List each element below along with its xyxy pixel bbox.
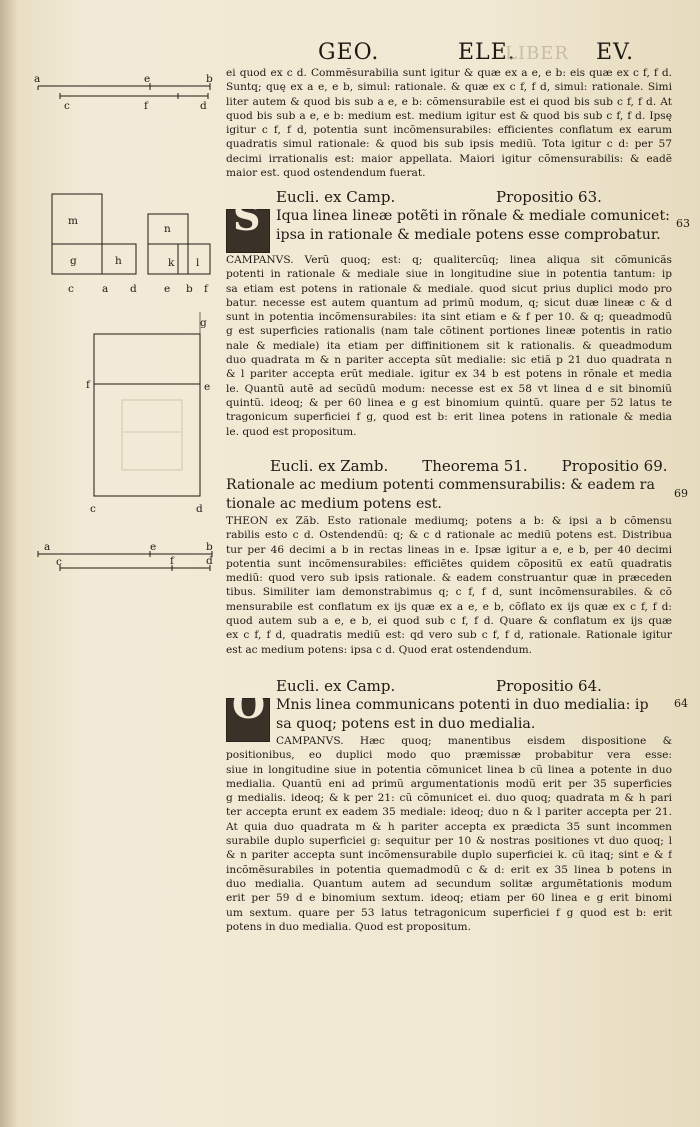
- fig3-label-g: g: [200, 317, 207, 329]
- text-line: tibus. Similiter iam demonstrabimus q; c f, f d, sunt incõmensurabiles. & cõ: [226, 586, 672, 599]
- heading-source: Eucli. ex Camp.: [276, 188, 396, 206]
- text-line: tragonicum superficiei f g, quod est b: erit linea potens in rationale & media: [226, 411, 672, 424]
- figure-lines-2: [30, 540, 220, 582]
- section-heading: [226, 456, 672, 476]
- text-line: positionibus, eo duplici modo quo præmissæ probabitur vera esse:: [226, 749, 672, 762]
- heading-prop-label: Propositio 69.: [561, 457, 668, 475]
- prop-line: Mnis linea communicans potenti in duo medialia: ip: [276, 697, 649, 713]
- text-line: quadratis simul rationale: & quod bis sub ipsis mediũ. Tota igitur c d: per 57: [226, 138, 672, 151]
- fig2-label-k: k: [168, 257, 175, 269]
- text-line: batur. necesse est autem quantum ad primũ modum, q; sicut duæ lineæ c & d: [226, 296, 672, 309]
- header-bleed: LIBER: [505, 43, 569, 64]
- text-line: siue in longitudine siue in potentia cõmunicet linea b cũ linea a potente in duo: [226, 763, 672, 776]
- text-line: ter accepta erunt ex eadem 35 mediale: ideoq; duo n & l pariter accepta per 21.: [226, 806, 672, 819]
- text-line: incõmẽsurabiles in potentia quemadmodũ c & d: erit ex 35 linea b potens in: [226, 863, 672, 876]
- text-line: igitur c f, f d, potentia sunt incõmensurabiles: efficientes conflatum ex earum: [226, 124, 672, 137]
- figure-squares: [46, 188, 226, 298]
- text-line: quintũ. ideoq; & per 60 linea e g est binomium quintũ. quare per 52 latus te: [226, 396, 672, 409]
- header-right: EV.: [596, 40, 635, 65]
- text-line: At quia duo quadrata m & h pariter accepta ex prædicta 35 sunt incommen: [226, 820, 672, 833]
- prop-line: Iqua linea lineæ potẽti in rõnale & mediale comunicet:: [276, 208, 670, 224]
- fig2-below-f: f: [204, 283, 208, 295]
- fig2-label-g: g: [70, 255, 77, 267]
- text-line: potentia sunt incõmensurabiles: efficiẽtes quidem cõpositũ ex eatũ quadratis: [226, 557, 672, 570]
- header-left: GEO.: [318, 40, 380, 65]
- text-line: g est superficies rationalis (nam tale cõtinent portiones lineæ potentis in ratio: [226, 325, 672, 338]
- figure-rectangle: [82, 312, 222, 522]
- fig1-label-c: c: [64, 100, 70, 112]
- section-heading: [226, 676, 672, 696]
- fig4-label-a: a: [44, 541, 51, 553]
- text-line: & l pariter accepta erũt mediale. igitur ex 34 b est potens in rõnale et media: [226, 368, 672, 381]
- prop-line: Rationale ac medium potenti commensurabilis: & eadem ra: [226, 477, 655, 493]
- text-line: Suntq; quę ex a e, e b, simul: rationale. & quæ ex c f, f d, simul: rationale. Simi: [226, 81, 672, 94]
- text-line: potenti in rationale & mediale siue in longitudine siue in potentia tantum: ip: [226, 268, 672, 281]
- decorated-initial: O: [226, 698, 270, 742]
- text-line: quod bis sub a e, e b: medium est. medium igitur est & quod bis sub c f, f d. Ipsę: [226, 109, 672, 122]
- section-prop-63: [226, 187, 672, 439]
- fig3-label-c: c: [90, 503, 96, 515]
- fig2-below-c: c: [68, 283, 74, 295]
- text-line: maior est. quod ostendendum fuerat.: [226, 167, 426, 180]
- text-line: ei quod ex c d. Commẽsurabilia sunt igitur & quæ ex a e, e b: eis quæ ex c f, f d.: [226, 67, 672, 79]
- text-line: CAMPANVS. Hæc quoq; manentibus eisdem dispositione &: [276, 735, 672, 747]
- text-line: ex c f, f d, quadratis mediũ est: qd vero sub c f, f d, rationale. Rationale igitur: [226, 629, 672, 642]
- fig4-label-c: c: [56, 556, 62, 568]
- text-line: le. quod est propositum.: [226, 425, 357, 438]
- text-line: duo medialia. Quantum autem ad secundum solitæ argumẽtationis modum: [226, 877, 672, 890]
- text-line: medialia. Quantũ eni ad primũ argumentationis modũ erit per 35 superficies: [226, 777, 672, 790]
- prop-line: ipsa in rationale & mediale potens esse comprobatur.: [276, 227, 661, 243]
- fig4-label-e: e: [150, 541, 157, 553]
- margin-number-64: 64: [674, 697, 688, 710]
- heading-source: Eucli. ex Camp.: [276, 677, 396, 695]
- text-line: decimi irrationalis est: maior appellata. Maiori igitur cõmensurabilis: & eadẽ: [226, 152, 672, 165]
- fig3-label-f: f: [86, 379, 90, 391]
- text-line: g medialis. ideoq; & k per 21: cũ cõmunicet ei. duo quoq; quadrata m & h pari: [226, 792, 672, 805]
- fig2-below-d: d: [130, 283, 137, 295]
- fig2-label-h: h: [115, 255, 122, 267]
- header-center: ELE.: [458, 40, 516, 65]
- fig1-label-a: a: [34, 73, 41, 85]
- text-line: & n pariter accepta sunt incõmensurabile duplo superficiei k. cũ itaq; sint e & f: [226, 849, 672, 862]
- heading-prop-label: Propositio 63.: [496, 188, 602, 206]
- text-line: quod autem sub a e, e b, ei quod sub c f, f d. Quare & conflatum ex ijs quæ: [226, 615, 672, 628]
- text-line: CAMPANVS. Verũ quoq; est: q; qualitercũq; linea aliqua sit cõmunicãs: [226, 254, 672, 266]
- margin-number-63: 63: [676, 217, 690, 230]
- text-line: potens in duo medialia. Quod est propositum.: [226, 920, 471, 933]
- text-line: rabilis esto c d. Ostendendũ: q; & c d rationale ac mediũ potens est. Distribua: [226, 529, 672, 542]
- fig1-label-d: d: [200, 100, 207, 112]
- fig4-label-b: b: [206, 541, 213, 553]
- fig3-label-d: d: [196, 503, 203, 515]
- text-line: est ac medium potens: ipsa c d. Quod erat ostendendum.: [226, 643, 533, 656]
- fig2-label-n: n: [164, 223, 171, 235]
- prop-line: sa quoq; potens est in duo medialia.: [276, 716, 536, 732]
- text-line: sunt in potentia incõmensurabiles: ita sint etiam e & f per 10. & q; queadmodũ: [226, 311, 672, 324]
- section-prop-69: [226, 456, 672, 657]
- continuation-paragraph: [226, 66, 672, 180]
- text-line: mensurabile est conflatum ex ijs quæ ex a e, e b, cõflato ex ijs quæ ex c f, f d:: [226, 600, 672, 613]
- text-line: THEON ex Zãb. Esto rationale mediumq; potens a b: & ipsi a b cõmensu: [226, 515, 672, 527]
- proposition-statement: [226, 476, 672, 514]
- text-line: tur per 46 decimi a b in rectas lineas in e. Ipsæ igitur a e, e b, per 40 decimi: [226, 543, 672, 556]
- section-heading: [226, 187, 672, 207]
- gutter-shadow: [0, 0, 18, 1127]
- text-line: duo quadrata m & n pariter accepta sũt medialie: sic etiã p 21 duo quadrata n: [226, 354, 672, 367]
- fig1-label-f: f: [144, 100, 148, 112]
- text-line: liter autem & quod bis sub a e, e b: cõmensurabile est ei quod bis sub c f, f d. At: [226, 95, 672, 108]
- fig1-label-e: e: [144, 73, 151, 85]
- fig1-label-b: b: [206, 73, 213, 85]
- fig3-label-e: e: [204, 381, 211, 393]
- text-line: sa etiam est potens in rationale & mediale. quod sicut prius duplici modo pro: [226, 282, 672, 295]
- margin-number-69: 69: [674, 487, 688, 500]
- figure-lines-1: [30, 72, 220, 112]
- heading-source: Eucli. ex Zamb.: [270, 457, 389, 475]
- fig2-below-a: a: [102, 283, 109, 295]
- fig2-below-b: b: [186, 283, 193, 295]
- fig2-below-e: e: [164, 283, 171, 295]
- fig4-label-f: f: [170, 555, 174, 567]
- text-line: mediũ: quod vero sub ipsis rationale. & eadem construantur quæ in præceden: [226, 572, 672, 585]
- fig2-label-m: m: [68, 215, 78, 227]
- section-prop-64: [226, 676, 672, 934]
- text-line: surabile duplo superficiei g: sequitur per 10 & nostras positiones vt duo quoq; l: [226, 835, 672, 848]
- text-line: le. Quantũ autẽ ad secũdũ modum: necesse est ex 58 vt linea d e sit binomiũ: [226, 382, 672, 395]
- fig4-label-d: d: [206, 555, 213, 567]
- heading-theorem: Theorema 51.: [422, 457, 528, 475]
- decorated-initial: S: [226, 209, 270, 253]
- text-line: nale & mediale) ita etiam per diffinitionem sit k rationalis. & queadmodum: [226, 339, 672, 352]
- text-line: um sextum. quare per 53 latus tetragonicum superficiei f g quod est b: erit: [226, 906, 672, 919]
- text-line: erit per 59 d e binomium sextum. ideoq; etiam per 60 linea e g erit binomi: [226, 892, 672, 905]
- heading-prop-label: Propositio 64.: [496, 677, 602, 695]
- fig2-label-l: l: [196, 257, 200, 269]
- prop-line: tionale ac medium potens est.: [226, 496, 442, 512]
